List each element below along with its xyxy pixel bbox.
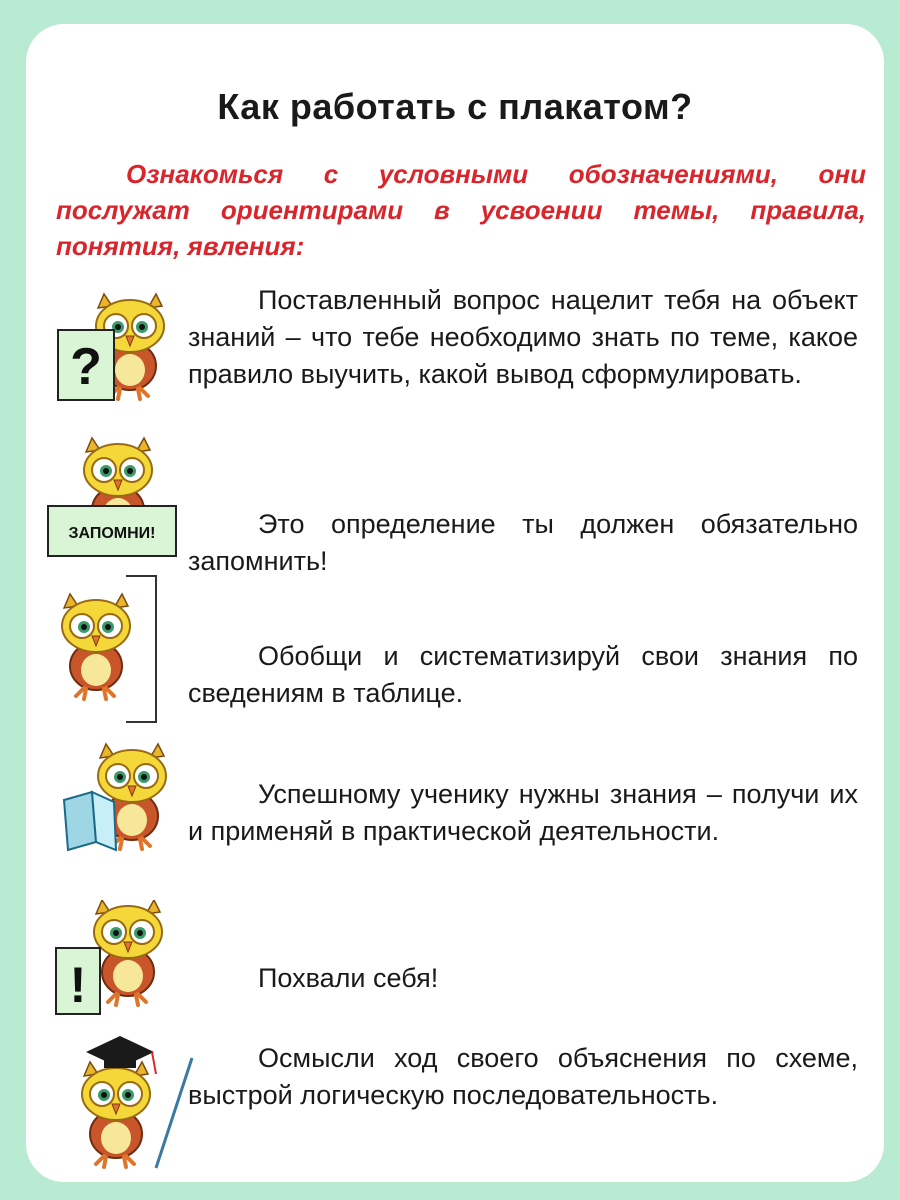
owl-graduate-pointer-icon bbox=[56, 1028, 196, 1188]
question-sign: ? bbox=[70, 338, 102, 396]
owl-book-icon bbox=[56, 742, 186, 892]
poster-card bbox=[26, 24, 884, 1182]
item-question-text: Поставленный вопрос нацелит тебя на объект знаний – что тебе необходимо знать по теме, какое правило выучить, какой вывод сформулировать. bbox=[188, 285, 858, 389]
item-remember-text: Это определение ты должен обязательно запомнить! bbox=[188, 509, 858, 576]
exclamation-sign: ! bbox=[69, 957, 87, 1013]
remember-sign-text: ЗАПОМНИ! bbox=[68, 525, 156, 542]
item-scheme-text: Осмысли ход своего объяснения по схеме, выстрой логическую последовательность. bbox=[188, 1043, 858, 1110]
intro-text: Ознакомься с условными обозначениями, они послужат ориентирами в усвоении темы, правила, понятия, явления: bbox=[56, 159, 866, 261]
owl-remember-sign-icon bbox=[44, 436, 184, 586]
page-title: Как работать с плакатом? bbox=[217, 86, 693, 127]
item-table-text: Обобщи и систематизируй свои знания по сведениям в таблице. bbox=[188, 641, 858, 708]
owl-table-icon bbox=[50, 572, 180, 732]
item-book-text: Успешному ученику нужны знания – получи их и применяй в практической деятельности. bbox=[188, 779, 858, 846]
item-praise-text: Похвали себя! bbox=[258, 963, 439, 993]
owl-question-sign-icon bbox=[50, 280, 180, 440]
